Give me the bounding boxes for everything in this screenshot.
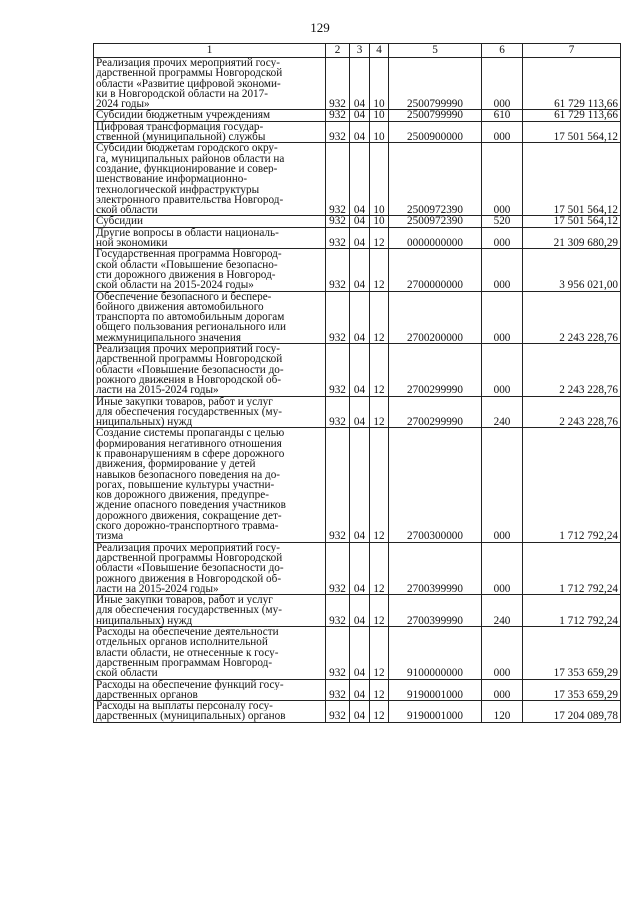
target-article-code: 2500972390	[389, 216, 482, 227]
row-description	[94, 143, 326, 216]
subsection-code: 12	[370, 428, 389, 542]
target-article-code: 9190001000	[389, 701, 482, 723]
column-header: 7	[523, 44, 621, 58]
table-row	[94, 396, 621, 428]
section-code: 04	[350, 344, 370, 396]
target-article-code: 2700299990	[389, 344, 482, 396]
description-line: тизма	[96, 531, 124, 542]
target-article-code: 9100000000	[389, 627, 482, 679]
target-article-code: 0000000000	[389, 227, 482, 249]
description-line: межмуниципального значения	[96, 332, 242, 344]
row-description	[94, 701, 326, 723]
description-line: дарственных органов	[96, 689, 198, 701]
table-row	[94, 595, 621, 627]
description-line: Субсидии	[96, 216, 143, 227]
ministry-code: 932	[326, 58, 350, 110]
row-description	[94, 121, 326, 143]
ministry-code: 932	[326, 110, 350, 121]
section-code: 04	[350, 627, 370, 679]
amount: 61 729 113,66	[523, 58, 621, 110]
description-line: транспорта по автомобильным дорогам	[96, 312, 285, 323]
subsection-code: 10	[370, 58, 389, 110]
amount: 17 501 564,12	[523, 143, 621, 216]
description-line: ласти на 2015-2024 годы»	[96, 385, 219, 396]
row-description	[94, 679, 326, 701]
target-article-code: 2700399990	[389, 595, 482, 627]
description-line: ной экономики	[96, 238, 168, 249]
expense-type-code: 240	[482, 396, 523, 428]
description-line: Иные закупки товаров, работ и услуг	[96, 595, 273, 606]
description-line: области «Повышение безопасности до-	[96, 563, 284, 574]
column-header: 2	[326, 44, 350, 58]
description-line: к правонарушениям в сфере дорожного	[96, 448, 285, 460]
description-line: ниципальных) нужд	[96, 417, 193, 428]
subsection-code: 12	[370, 344, 389, 396]
ministry-code: 932	[326, 679, 350, 701]
target-article-code: 2500799990	[389, 110, 482, 121]
target-article-code: 9190001000	[389, 679, 482, 701]
table-body	[94, 58, 621, 723]
section-code: 04	[350, 291, 370, 343]
description-line: шенствование информационно-	[96, 174, 248, 185]
target-article-code: 2500972390	[389, 143, 482, 216]
description-line: формирования негативного отношения	[96, 438, 282, 449]
expense-type-code: 000	[482, 58, 523, 110]
description-line: технологической инфраструктуры	[96, 184, 260, 195]
subsection-code: 12	[370, 542, 389, 594]
row-description	[94, 227, 326, 249]
subsection-code: 12	[370, 701, 389, 723]
section-code: 04	[350, 542, 370, 594]
description-line: создание, функционирование и совер-	[96, 163, 278, 175]
description-line: сти дорожного движения в Новгород-	[96, 269, 276, 281]
description-line: 2024 годы»	[96, 99, 150, 110]
description-line: электронного правительства Новгород-	[96, 194, 284, 206]
expense-type-code: 240	[482, 595, 523, 627]
row-description	[94, 110, 326, 121]
description-line: для обеспечения государственных (му-	[96, 605, 282, 616]
row-description	[94, 291, 326, 343]
ministry-code: 932	[326, 249, 350, 291]
row-description	[94, 216, 326, 227]
ministry-code: 932	[326, 396, 350, 428]
expense-type-code: 520	[482, 216, 523, 227]
section-code: 04	[350, 143, 370, 216]
target-article-code: 2700000000	[389, 249, 482, 291]
description-line: ласти на 2015-2024 годы»	[96, 583, 219, 595]
column-header: 1	[94, 44, 326, 58]
expense-type-code: 000	[482, 428, 523, 542]
expense-type-code: 000	[482, 143, 523, 216]
row-description	[94, 627, 326, 679]
section-code: 04	[350, 679, 370, 701]
table-row	[94, 542, 621, 594]
amount: 2 243 228,76	[523, 344, 621, 396]
table-row	[94, 58, 621, 110]
row-description	[94, 396, 326, 428]
target-article-code: 2700200000	[389, 291, 482, 343]
section-code: 04	[350, 58, 370, 110]
ministry-code: 932	[326, 291, 350, 343]
table-row	[94, 121, 621, 143]
amount: 17 204 089,78	[523, 701, 621, 723]
subsection-code: 12	[370, 627, 389, 679]
expense-type-code: 000	[482, 291, 523, 343]
amount: 1 712 792,24	[523, 428, 621, 542]
row-description	[94, 58, 326, 110]
description-line: ки в Новгородской области на 2017-	[96, 88, 268, 100]
table-row	[94, 679, 621, 701]
target-article-code: 2500799990	[389, 58, 482, 110]
column-header: 6	[482, 44, 523, 58]
description-line: ственной (муниципальной) службы	[96, 132, 266, 143]
target-article-code: 2700300000	[389, 428, 482, 542]
amount: 21 309 680,29	[523, 227, 621, 249]
description-line: бойного движения автомобильного	[96, 301, 264, 313]
description-line: Другие вопросы в области националь-	[96, 227, 279, 239]
description-line: рогах, повышение культуры участни-	[96, 479, 275, 491]
amount: 17 353 659,29	[523, 679, 621, 701]
subsection-code: 10	[370, 110, 389, 121]
description-line: Реализация прочих мероприятий госу-	[96, 344, 280, 355]
column-header: 3	[350, 44, 370, 58]
subsection-code: 12	[370, 396, 389, 428]
ministry-code: 932	[326, 344, 350, 396]
section-code: 04	[350, 227, 370, 249]
section-code: 04	[350, 216, 370, 227]
expense-type-code: 120	[482, 701, 523, 723]
description-line: навыков безопасного поведения на до-	[96, 469, 281, 480]
subsection-code: 12	[370, 249, 389, 291]
description-line: области «Развитие цифровой экономи-	[96, 78, 281, 89]
expense-type-code: 000	[482, 542, 523, 594]
description-line: для обеспечения государственных (му-	[96, 406, 282, 418]
table-row	[94, 249, 621, 291]
description-line: дарственных (муниципальных) органов	[96, 711, 286, 722]
ministry-code: 932	[326, 595, 350, 627]
description-line: Обеспечение безопасного и беспере-	[96, 291, 272, 302]
subsection-code: 12	[370, 679, 389, 701]
amount: 1 712 792,24	[523, 595, 621, 627]
table-row	[94, 216, 621, 227]
amount: 17 501 564,12	[523, 216, 621, 227]
row-description	[94, 595, 326, 627]
target-article-code: 2700399990	[389, 542, 482, 594]
amount: 2 243 228,76	[523, 291, 621, 343]
description-line: дарственной программы Новгородской	[96, 552, 283, 564]
description-line: Государственная программа Новгород-	[96, 249, 282, 260]
description-line: Цифровая трансформация государ-	[96, 121, 264, 133]
expense-type-code: 000	[482, 227, 523, 249]
ministry-code: 932	[326, 542, 350, 594]
ministry-code: 932	[326, 701, 350, 723]
expense-type-code: 000	[482, 121, 523, 143]
description-line: Расходы на обеспечение функций госу-	[96, 679, 284, 690]
amount: 17 501 564,12	[523, 121, 621, 143]
description-line: Создание системы пропаганды с целью	[96, 428, 285, 439]
description-line: дарственной программы Новгородской	[96, 68, 283, 79]
section-code: 04	[350, 428, 370, 542]
expense-type-code: 000	[482, 249, 523, 291]
description-line: ниципальных) нужд	[96, 615, 193, 627]
table-row	[94, 227, 621, 249]
description-line: Расходы на выплаты персоналу госу-	[96, 701, 273, 712]
amount: 17 353 659,29	[523, 627, 621, 679]
table-row	[94, 701, 621, 723]
target-article-code: 2500900000	[389, 121, 482, 143]
description-line: га, муниципальных районов области на	[96, 153, 285, 164]
description-line: власти области, не отнесенные к госу-	[96, 647, 279, 658]
expense-type-code: 000	[482, 627, 523, 679]
description-line: ской области на 2015-2024 годы»	[96, 280, 254, 291]
table-row	[94, 143, 621, 216]
description-line: ждение опасного поведения участников	[96, 500, 286, 511]
subsection-code: 12	[370, 291, 389, 343]
description-line: дарственной программы Новгородской	[96, 354, 283, 365]
subsection-code: 10	[370, 143, 389, 216]
amount: 61 729 113,66	[523, 110, 621, 121]
description-line: ского дорожно-транспортного травма-	[96, 521, 279, 532]
table-row	[94, 344, 621, 396]
description-line: рожного движения в Новгородской об-	[96, 573, 282, 584]
ministry-code: 932	[326, 627, 350, 679]
description-line: общего пользования регионального или	[96, 322, 286, 333]
budget-table	[93, 43, 621, 723]
page-number: 129	[310, 20, 330, 35]
section-code: 04	[350, 396, 370, 428]
row-description	[94, 542, 326, 594]
column-header: 5	[389, 44, 482, 58]
description-line: ков дорожного движения, предупре-	[96, 490, 269, 501]
amount: 2 243 228,76	[523, 396, 621, 428]
row-description	[94, 344, 326, 396]
description-line: дорожного движения, сокращение дет-	[96, 510, 282, 522]
amount: 3 956 021,00	[523, 249, 621, 291]
description-line: Реализация прочих мероприятий госу-	[96, 58, 280, 69]
section-code: 04	[350, 110, 370, 121]
ministry-code: 932	[326, 428, 350, 542]
description-line: ской области	[96, 668, 158, 679]
description-line: отдельных органов исполнительной	[96, 637, 268, 648]
subsection-code: 12	[370, 227, 389, 249]
row-description	[94, 428, 326, 542]
expense-type-code: 000	[482, 679, 523, 701]
description-line: ской области «Повышение безопасно-	[96, 259, 278, 270]
table-row	[94, 428, 621, 542]
section-code: 04	[350, 121, 370, 143]
description-line: области «Повышение безопасности до-	[96, 364, 284, 375]
description-line: ской области	[96, 205, 158, 216]
table-row	[94, 110, 621, 121]
expense-type-code: 610	[482, 110, 523, 121]
ministry-code: 932	[326, 121, 350, 143]
description-line: Субсидии бюджетам городского окру-	[96, 143, 278, 154]
row-description	[94, 249, 326, 291]
ministry-code: 932	[326, 227, 350, 249]
header-row	[94, 44, 621, 58]
description-line: рожного движения в Новгородской об-	[96, 374, 282, 386]
target-article-code: 2700299990	[389, 396, 482, 428]
subsection-code: 10	[370, 216, 389, 227]
description-line: Реализация прочих мероприятий госу-	[96, 542, 280, 553]
expense-type-code: 000	[482, 344, 523, 396]
ministry-code: 932	[326, 216, 350, 227]
section-code: 04	[350, 595, 370, 627]
table-row	[94, 627, 621, 679]
section-code: 04	[350, 249, 370, 291]
ministry-code: 932	[326, 143, 350, 216]
description-line: Иные закупки товаров, работ и услуг	[96, 396, 273, 407]
description-line: движения, формирование у детей	[96, 459, 256, 470]
subsection-code: 12	[370, 595, 389, 627]
table-row	[94, 291, 621, 343]
description-line: дарственным программам Новгород-	[96, 657, 273, 669]
section-code: 04	[350, 701, 370, 723]
amount: 1 712 792,24	[523, 542, 621, 594]
column-header: 4	[370, 44, 389, 58]
description-line: Субсидии бюджетным учреждениям	[96, 110, 271, 121]
description-line: Расходы на обеспечение деятельности	[96, 627, 279, 638]
subsection-code: 10	[370, 121, 389, 143]
